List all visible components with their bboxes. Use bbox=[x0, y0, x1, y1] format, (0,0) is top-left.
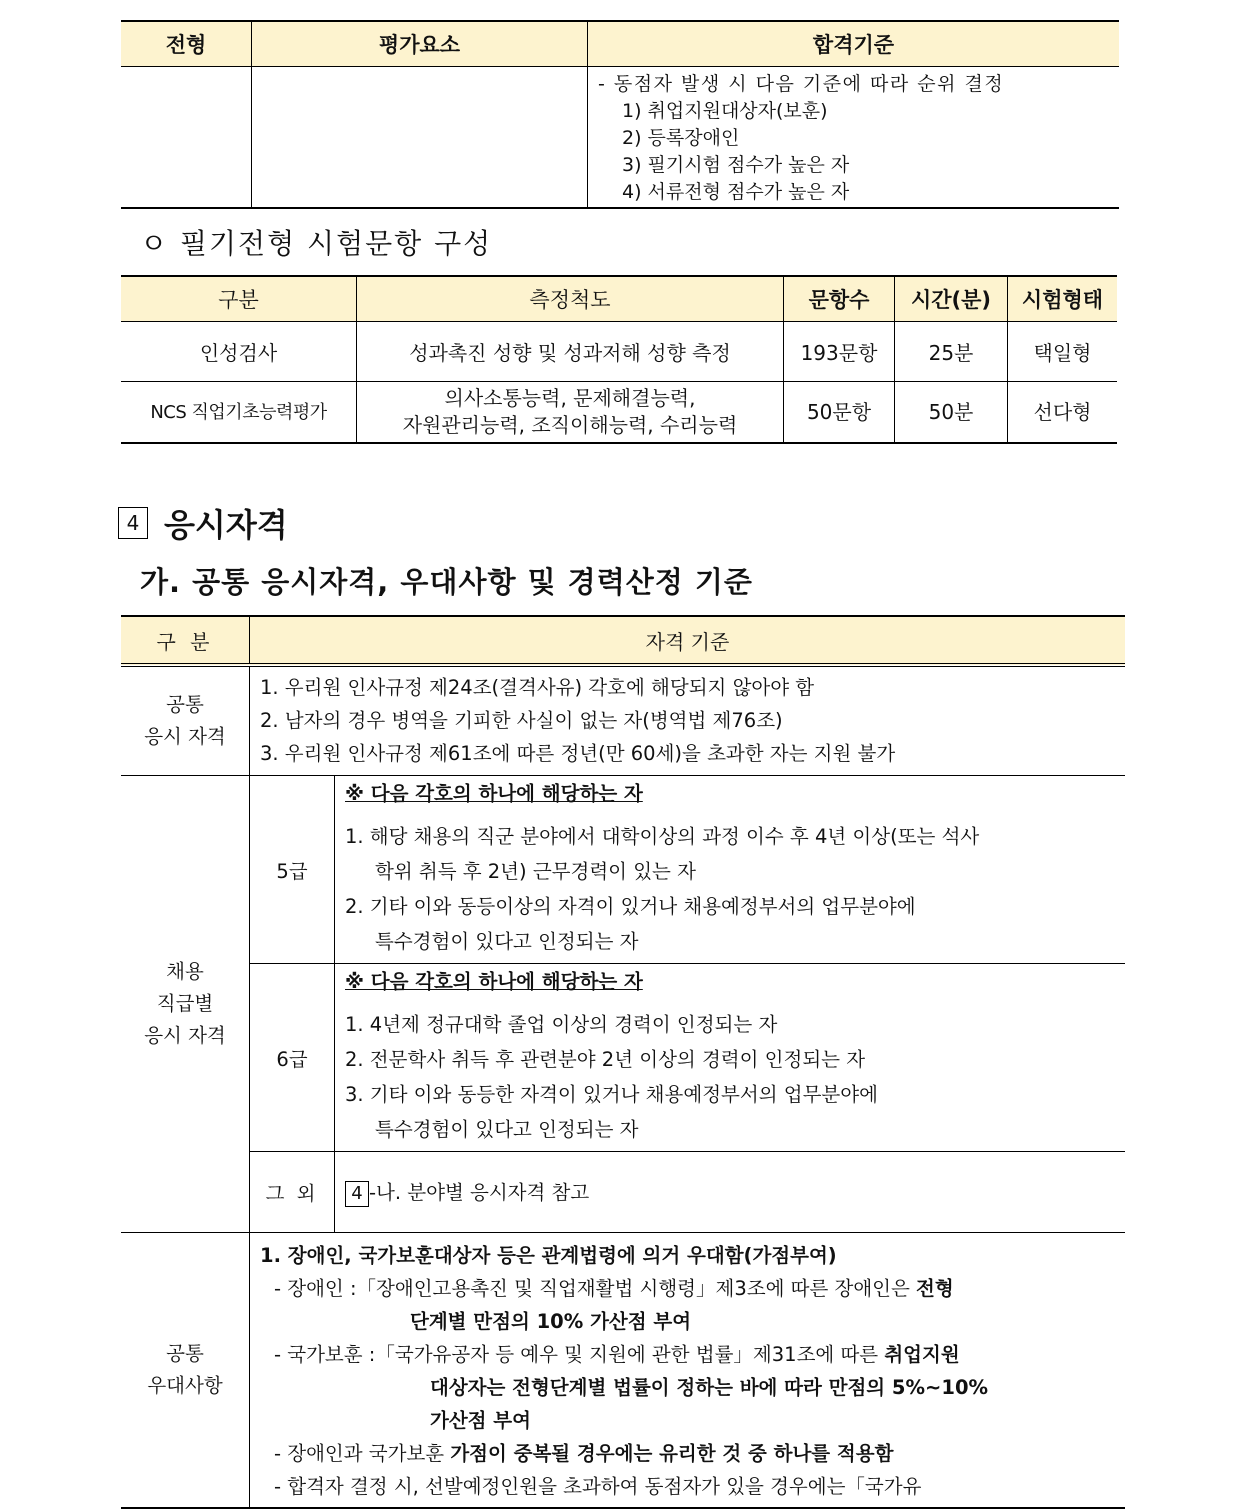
table-row bbox=[121, 382, 1117, 444]
header-qualification: 자격 기준 bbox=[250, 616, 1126, 665]
pref-line-3c: 대상자는 전형단계별 법률이 정하는 바에 따라 만점의 5%~10% bbox=[430, 1376, 989, 1399]
tie-rule: - 동점자 발생 시 다음 기준에 따라 순위 결정 bbox=[598, 73, 1005, 95]
header-form: 시험형태 bbox=[1008, 276, 1118, 322]
grade-qualification-label bbox=[121, 776, 250, 1233]
pref-bold: 전형 bbox=[916, 1277, 954, 1300]
header-pass-criteria: 합격기준 bbox=[588, 21, 1120, 67]
row-time: 50분 bbox=[895, 382, 1008, 444]
label-line: 공통 bbox=[166, 693, 204, 716]
written-exam-table bbox=[121, 275, 1117, 444]
section-4-heading bbox=[118, 500, 288, 546]
row-scale bbox=[357, 382, 784, 444]
common-line-1: 1. 우리원 인사규정 제24조(결격사유) 각호에 해당되지 않아야 함 bbox=[260, 675, 815, 699]
row-scale-line2: 자원관리능력, 조직이해능력, 수리능력 bbox=[402, 413, 738, 437]
pref-line-1: 1. 장애인, 국가보훈대상자 등은 관계법령에 의거 우대함(가점부여) bbox=[260, 1244, 837, 1267]
other-content bbox=[335, 1152, 1126, 1233]
header-count: 문항수 bbox=[784, 276, 895, 322]
grade-5-line-1b: 학위 취득 후 2년) 근무경력이 있는 자 bbox=[375, 860, 696, 883]
header-time: 시간(분) bbox=[895, 276, 1008, 322]
common-qualification-label bbox=[121, 665, 250, 776]
common-line-2: 2. 남자의 경우 병역을 기피한 사실이 없는 자(병역법 제76조) bbox=[260, 708, 783, 732]
qualification-table bbox=[121, 615, 1125, 1509]
pref-text: - 장애인 :「장애인고용촉진 및 직업재활법 시행령」제3조에 따른 장애인은 bbox=[274, 1277, 917, 1300]
pref-text: - 국가보훈 :「국가유공자 등 예우 및 지원에 관한 법률」제31조에 따른 bbox=[274, 1343, 885, 1366]
preference-label bbox=[121, 1233, 250, 1509]
pref-line-4 bbox=[260, 1437, 1115, 1470]
row-scale-line1: 의사소통능력, 문제해결능력, bbox=[444, 386, 696, 410]
label-line: 직급별 bbox=[156, 992, 214, 1015]
section-ref-box: 4 bbox=[345, 1181, 369, 1207]
row-form: 택일형 bbox=[1008, 322, 1118, 382]
grade-6-note: ※ 다음 각호의 하나에 해당하는 자 bbox=[345, 970, 643, 993]
other-label: 그 외 bbox=[250, 1152, 335, 1233]
tie-rule-1: 1) 취업지원대상자(보훈) bbox=[622, 100, 828, 122]
label-line: 채용 bbox=[166, 960, 204, 983]
section-number-box: 4 bbox=[118, 507, 148, 539]
row-time: 25분 bbox=[895, 322, 1008, 382]
grade-6-line-3b: 특수경험이 있다고 인정되는 자 bbox=[375, 1118, 639, 1141]
header-eval-element: 평가요소 bbox=[252, 21, 588, 67]
row-count: 193문항 bbox=[784, 322, 895, 382]
row-name: 인성검사 bbox=[121, 322, 357, 382]
other-text: -나. 분야별 응시자격 참고 bbox=[369, 1181, 590, 1204]
row-count: 50문항 bbox=[784, 382, 895, 444]
grade-5-label: 5급 bbox=[250, 776, 335, 964]
header-scale: 측정척도 bbox=[357, 276, 784, 322]
evaluation-criteria-table bbox=[121, 20, 1119, 209]
pref-line-3 bbox=[260, 1338, 1115, 1371]
pref-line-2 bbox=[260, 1272, 1115, 1305]
table-row bbox=[121, 322, 1117, 382]
tie-rule-3: 3) 필기시험 점수가 높은 자 bbox=[622, 154, 850, 176]
common-line-3: 3. 우리원 인사규정 제61조에 따른 정년(만 60세)을 초과한 자는 지원 불가 bbox=[260, 741, 896, 765]
row-form: 선다형 bbox=[1008, 382, 1118, 444]
pref-line-3d: 가산점 부여 bbox=[430, 1409, 531, 1432]
grade-5-line-2: 2. 기타 이와 동등이상의 자격이 있거나 채용예정부서의 업무분야에 bbox=[345, 895, 916, 918]
tie-rule-4: 4) 서류전형 점수가 높은 자 bbox=[622, 181, 850, 203]
header-category: 구분 bbox=[121, 276, 357, 322]
tie-rule-2: 2) 등록장애인 bbox=[622, 127, 740, 149]
label-line: 공통 bbox=[166, 1342, 204, 1365]
grade-5-line-1: 1. 해당 채용의 직군 분야에서 대학이상의 과정 이수 후 4년 이상(또는 석사 bbox=[345, 825, 980, 848]
grade-6-line-1: 1. 4년제 정규대학 졸업 이상의 경력이 인정되는 자 bbox=[345, 1013, 778, 1036]
written-exam-heading: ㅇ 필기전형 시험문항 구성 bbox=[140, 227, 493, 260]
grade-5-note: ※ 다음 각호의 하나에 해당하는 자 bbox=[345, 782, 643, 805]
grade-5-line-2b: 특수경험이 있다고 인정되는 자 bbox=[375, 930, 639, 953]
row-name: NCS 직업기초능력평가 bbox=[121, 382, 357, 444]
grade-6-line-2: 2. 전문학사 취득 후 관련분야 2년 이상의 경력이 인정되는 자 bbox=[345, 1048, 866, 1071]
criteria-cell bbox=[588, 67, 1120, 209]
label-line: 응시 자격 bbox=[144, 725, 226, 748]
eval-cell bbox=[252, 67, 588, 209]
label-line: 우대사항 bbox=[147, 1374, 223, 1397]
pref-text: - 장애인과 국가보훈 bbox=[274, 1442, 451, 1465]
pref-line-2c: 단계별 만점의 10% 가산점 부여 bbox=[410, 1310, 692, 1333]
subsection-ga-heading: 가. 공통 응시자격, 우대사항 및 경력산정 기준 bbox=[140, 565, 753, 599]
header-division: 구 분 bbox=[121, 616, 250, 665]
label-line: 응시 자격 bbox=[144, 1024, 226, 1047]
common-qualification-content bbox=[250, 665, 1126, 776]
preference-content bbox=[250, 1233, 1126, 1509]
grade-6-label: 6급 bbox=[250, 964, 335, 1152]
pref-line-5: - 합격자 결정 시, 선발예정인원을 초과하여 동점자가 있을 경우에는「국가유 bbox=[274, 1475, 922, 1498]
pref-bold: 취업지원 bbox=[884, 1343, 960, 1366]
grade-5-content bbox=[335, 776, 1126, 964]
pref-bold: 가점이 중복될 경우에는 유리한 것 중 하나를 적용함 bbox=[450, 1442, 894, 1465]
grade-6-line-3: 3. 기타 이와 동등한 자격이 있거나 채용예정부서의 업무분야에 bbox=[345, 1083, 878, 1106]
section-title: 응시자격 bbox=[164, 506, 288, 544]
type-cell bbox=[121, 67, 252, 209]
row-scale: 성과촉진 성향 및 성과저해 성향 측정 bbox=[357, 322, 784, 382]
header-type: 전형 bbox=[121, 21, 252, 67]
grade-6-content bbox=[335, 964, 1126, 1152]
